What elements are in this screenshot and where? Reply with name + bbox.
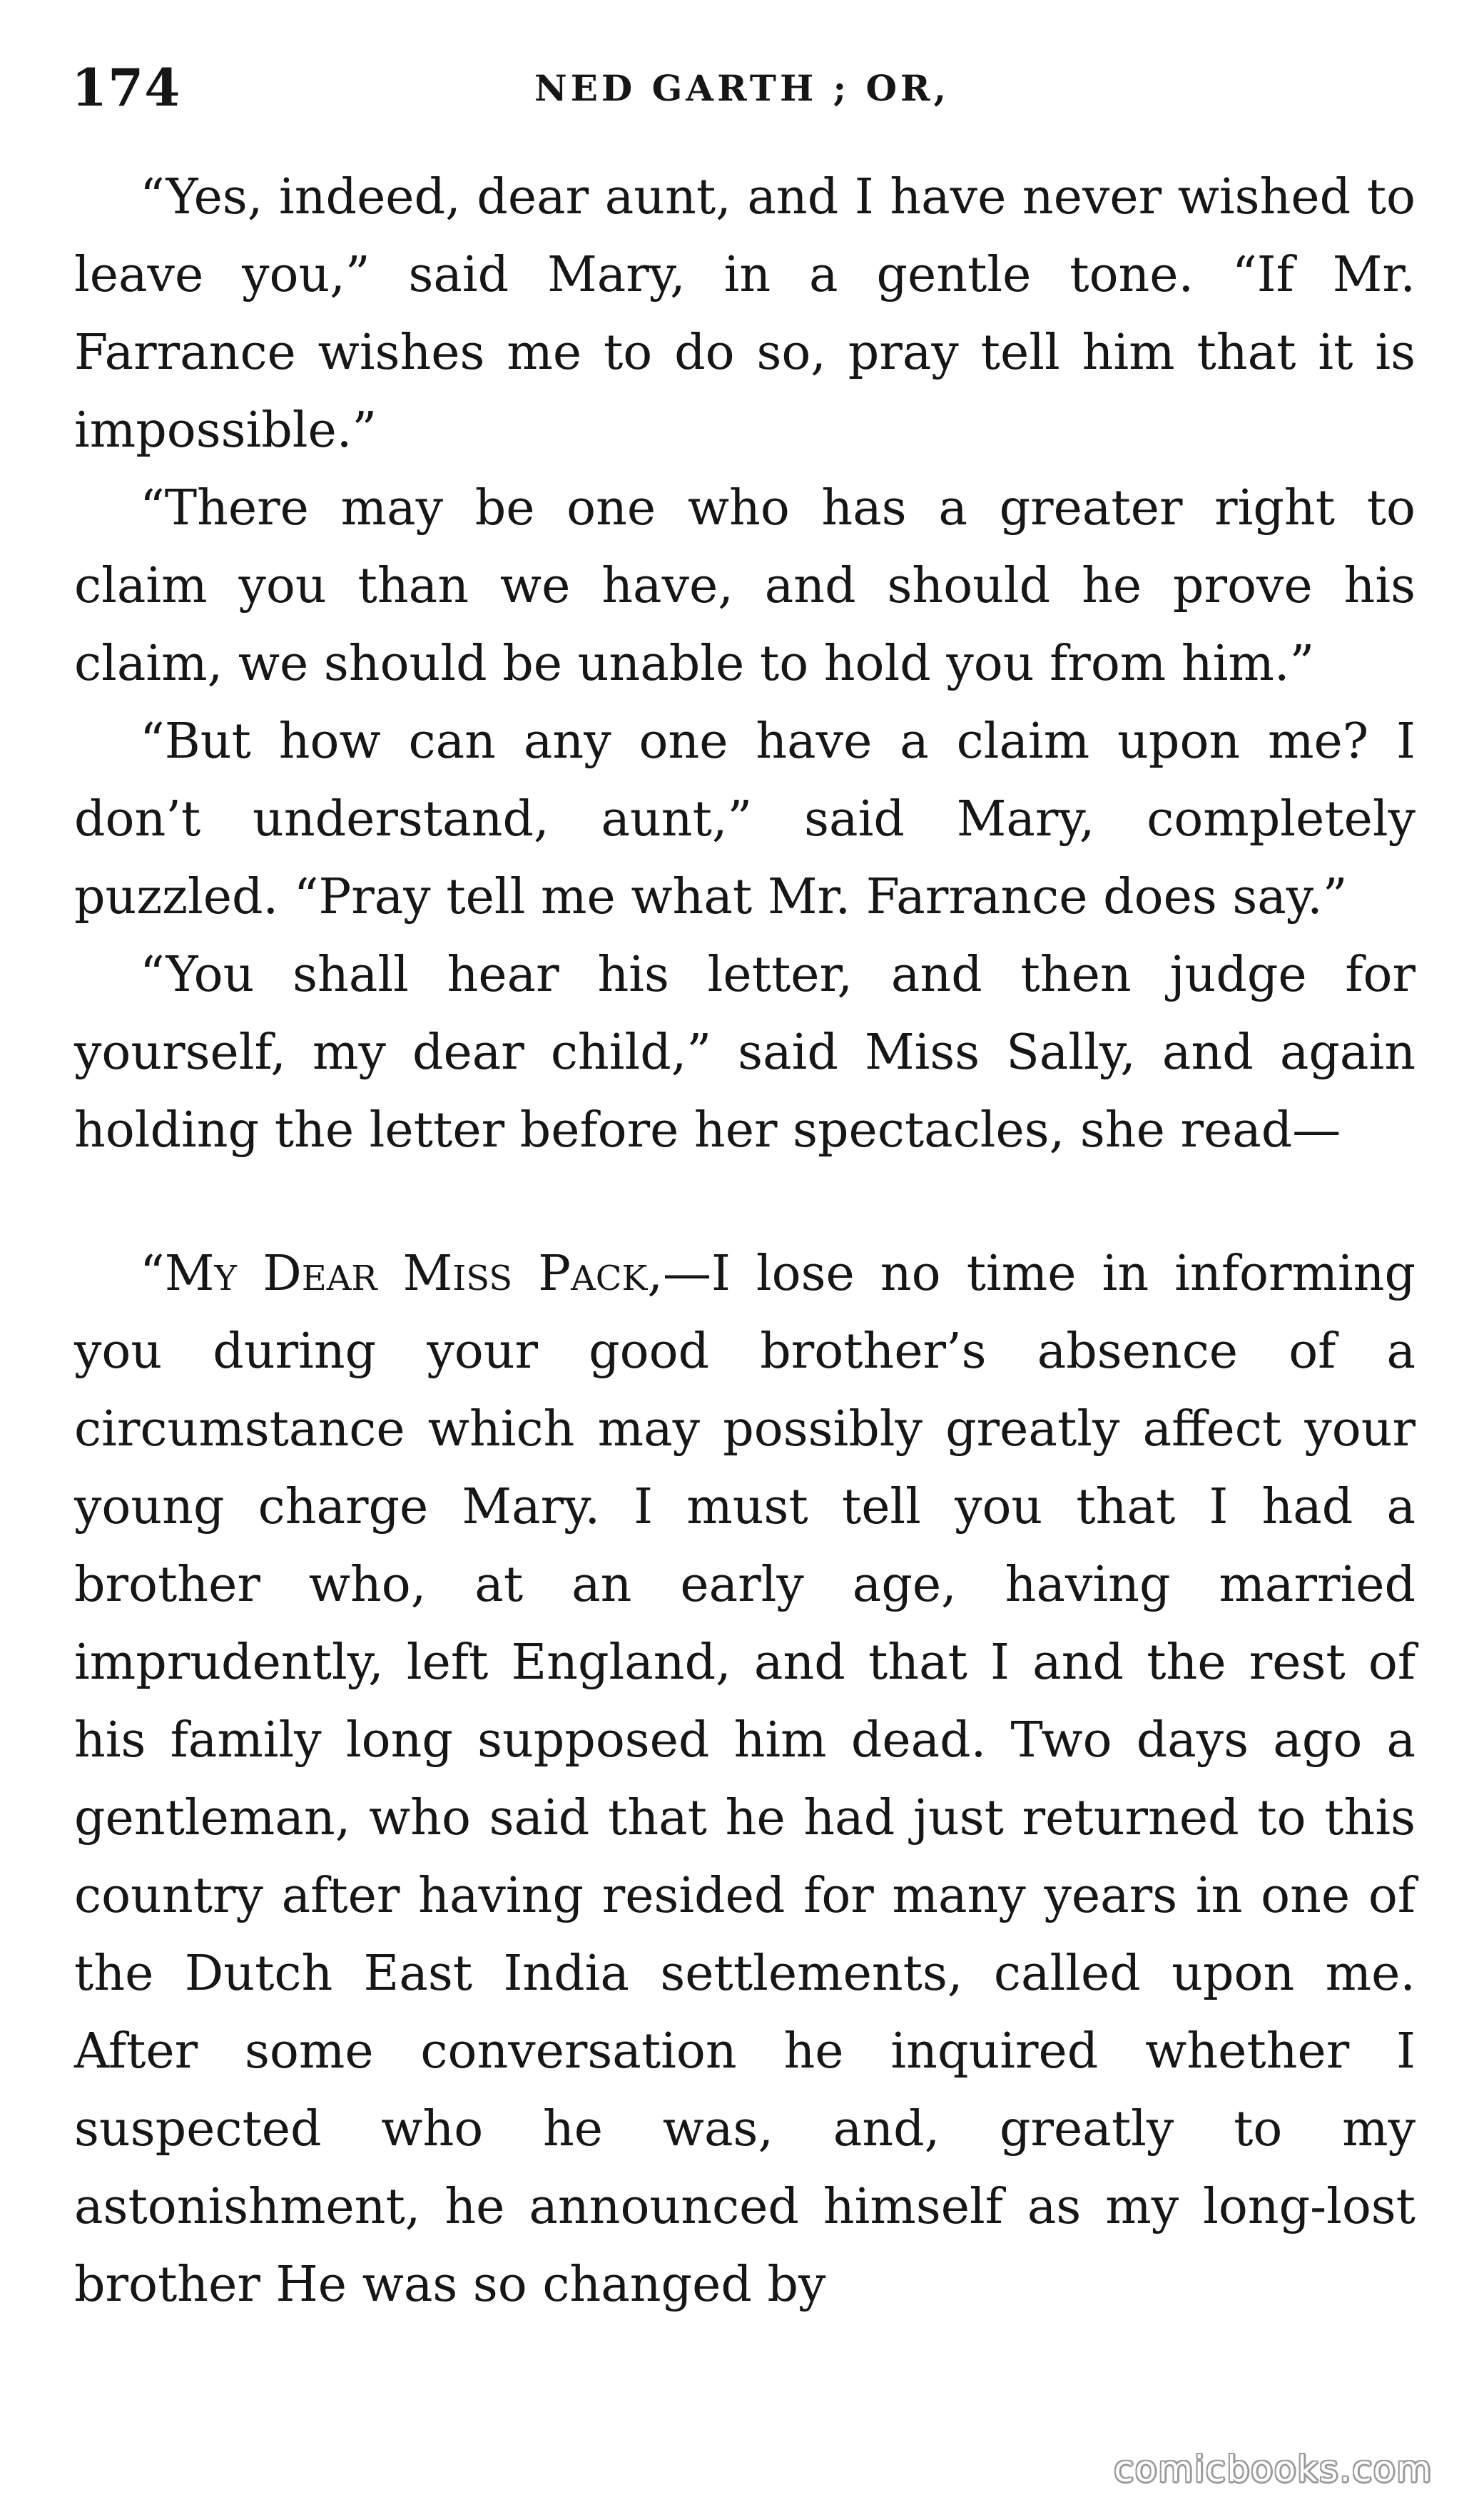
body-text bbox=[74, 158, 1416, 2324]
paragraph-4: “You shall hear his letter, and then judge for yourself, my dear child,” said Miss Sally, and again holding the letter before her spectacles, she read— bbox=[74, 947, 1416, 1159]
paragraph-2: “There may be one who has a greater right to claim you than we have, and should he prove his claim, we should be unable to hold you from him.” bbox=[74, 480, 1416, 692]
letter-paragraph bbox=[74, 1235, 1416, 2324]
page-number: 174 bbox=[71, 57, 181, 118]
paragraph-3: “But how can any one have a claim upon me? I don’t understand, aunt,” said Mary, completely puzzled. “Pray tell me what Mr. Farrance does say.” bbox=[74, 713, 1416, 925]
page-header bbox=[71, 57, 1413, 136]
letter-text: —I lose no time in informing you during your good brother’s absence of a circumstance which may possibly greatly affect your young charge Mary. I must tell you that I had a brother who, at an early age, having married imprudently, left England, and that I and the rest of his family long supposed him dead. Two days ago a gentleman, who said that he had just returned to this country after having resided for many years in one of the Dutch East India settlements, called upon me. After some conversation he inquired whether I suspected who he was, and, greatly to my astonishment, he announced himself as my long-lost brother He was so changed by bbox=[74, 1246, 1416, 2313]
running-head: NED GARTH ; OR, bbox=[534, 67, 950, 109]
letter-salutation: “My Dear Miss Pack, bbox=[140, 1246, 663, 1302]
paragraph-1: “Yes, indeed, dear aunt, and I have never wished to leave you,” said Mary, in a gentle tone. “If Mr. Farrance wishes me to do so, pray tell him that it is impossible.” bbox=[74, 169, 1416, 459]
watermark: comicbooks.com bbox=[1114, 2448, 1433, 2490]
